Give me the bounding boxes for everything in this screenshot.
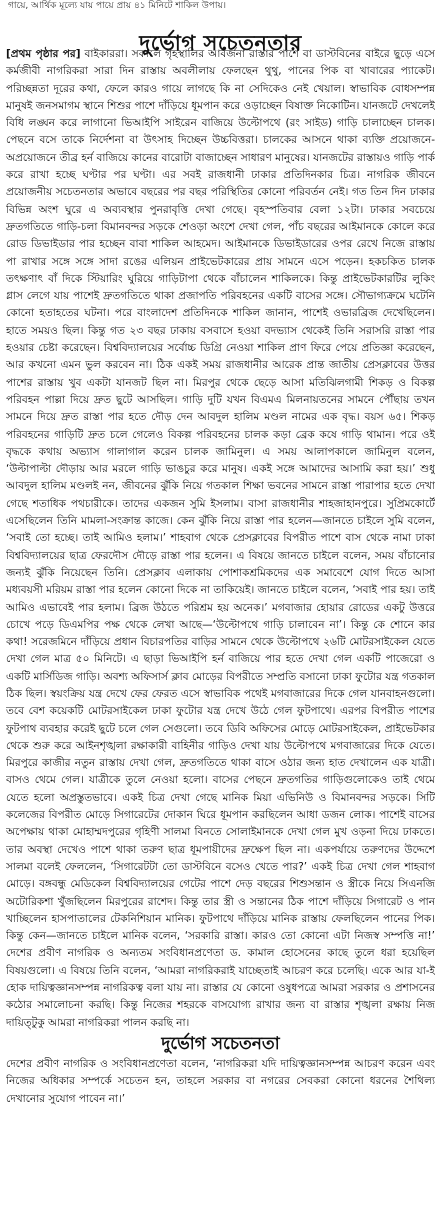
article-headline: দুর্ভোগ সচেতনতার <box>139 30 302 56</box>
continued-from-tag: [প্রথম পৃষ্ঠার পর] <box>6 48 81 60</box>
article-body <box>6 46 435 1220</box>
article-closing-paragraph: দেশের প্রবীণ নাগরিক ও সংবিধানপ্রণেতা বলেন, ‘নাগরিকরা যদি দায়িত্বজ্ঞানসম্পন্ন আচরণ করেন এবং নিজের অধিকার সম্পর্কে সচেতন হন, তাহলে সরকার বা নগরের সেবকরা কোনো ধরনের শৈথিল্য দেখানোর সুযোগ পাবেন না।’ <box>6 1057 435 1105</box>
article-subheading: দুর্ভোগ সচেতনতা <box>161 1033 280 1054</box>
article-lead-text: বাইকাররা। সকালে গৃহস্থালির আবর্জনা রাস্তার পাশে বা ডাস্টবিনের বাইরে ছুড়ে এসে কর্মজীবী নাগরিকরা সারা দিন রাস্তায় অবলীলায় ফেলছেন থুথু, পানের পিক বা খাবারের প্যাকেট। পরিচ্ছন্নতা দূরের কথা, ফেলে কারও গায়ে লাগছে কি না সেদিকেও নেই খেয়াল। স্বাভাবিক বোধসম্পন্ন মানুষই জনসমাগম স্থানে শিশুর পাশে দাঁড়িয়ে ধূমপান করে ওড়াচ্ছেন বিষাক্ত নিকোটিন। যানজটে দেখলেই বিধি লঙ্ঘন করে লাগানো ভিআইপি সাইরেন বাজিয়ে উল্টোপথে (রং সাইড) গাড়ি চালাচ্ছেন চালক। পেছনে বসে তাকে নির্দেশনা বা উৎসাহ দিচ্ছেন উচ্চবিত্তরা। চালকের আসনে থাকা ব্যক্তি প্রয়োজনে-অপ্রয়োজনে তীব্র হর্ন বাজিয়ে কানের বারোটা বাজাচ্ছেন সাধারণ মানুষের। যানজটের রাস্তায়ও গাড়ি পার্ক করে রাখা হচ্ছে ঘণ্টার পর ঘণ্টা। এর সবই রাজধানী ঢাকার প্রতিদিনকার চিত্র। নাগরিক জীবনে প্রয়োজনীয় সচেতনতার অভাবে বছরের পর বছর পরিস্থিতির কোনো পরিবর্তন নেই। গত তিন দিন ঢাকার বিভিন্ন অংশ ঘুরে এ অব্যবস্থার পুনরাবৃত্তি দেখা গেছে। বৃহস্পতিবার বেলা ১২টা। ঢাকার সবচেয়ে দ্রুতগতিতে গাড়ি-চলা বিমানবন্দর সড়কে শেওড়া অংশে দেখা গেল, পাঁচ বছরের আইমানকে কোলে করে রোড ডিভাইডার পার হচ্ছেন বাবা শাকিল আহমেদ। আইমানকে ডিভাইডারের ওপর রেখে নিজে রাস্তায় পা রাখার সঙ্গে সঙ্গে সাদা রঙের এলিয়ন প্রাইভেটকারের প্রায় সামনে এসে পড়েন। হকচকিত চালক তৎক্ষণাৎ বাঁ দিকে স্টিয়ারিং ঘুরিয়ে গাড়িটাপা থেকে বাঁচালেন শাকিলকে। কিন্তু প্রাইভেটকারটির লুকিং গ্লাস লেগে যায় পাশেই দ্রুতগতিতে থাকা প্রজাপতি পরিবহনের একটি বাসের সঙ্গে। সৌভাগ্যক্রমে ঘটেনি কোনো হতাহতের ঘটনা। পরে বাংলাদেশ প্রতিদিনকে শাকিল জানান, পাশেই ওভারব্রিজ দেখেছিলেন। হাতে সময়ও ছিল। কিন্তু গত ২৩ বছর ঢাকায় বসবাসে হওয়া বদভ্যাস থেকেই তিনি সরাসরি রাস্তা পার হওয়ার চেষ্টা করেছেন। বিশ্ববিদ্যালয়ের সর্বোচ্চ ডিগ্রি নেওয়া শাকিল প্রাণ ফিরে পেয়ে প্রতিজ্ঞা করেছেন, আর কখনো এমন ভুল করবেন না। ঠিক একই সময় রাজধানীর আরেক প্রান্ত জাতীয় প্রেসক্লাবের উত্তর পাশের রাস্তায় খুব একটা যানজট ছিল না। মিরপুর থেকে ছেড়ে আসা মতিঝিলগামী শিকড় ও বিকল্প পরিবহন পাল্লা দিয়ে দ্রুত ছুটে আসছিল। গাড়ি দুটি যখন বিএমএ মিলনায়তনের সামনে পৌঁছায় তখন সামনে দিয়ে দ্রুত রাস্তা পার হতে দৌড় দেন আবদুল হালিম মণ্ডল নামের এক বৃদ্ধ। বয়স ৬৫। শিকড় পরিবহনের গাড়িটি দ্রুত চলে গেলেও বিকল্প পরিবহনের চালক কড়া ব্রেক কষে গাড়ি থামান। পরে ওই বৃদ্ধকে কথায় অভ্যাস গালাগাল করেন চালক জামিনুল। এ সময় আলাপকালে জামিনুল বলেন, ‘উল্টাপাল্টা দৌড়ায় আর মরলে গাড়ি ভাঙচুর করে মানুষ। একই সঙ্গে আমাদের আসামি করা হয়।’ শুধু আবদুল হালিম মণ্ডলই নন, জীবনের ঝুঁকি নিয়ে গতকাল শিক্ষা ভবনের সামনে রাস্তা পারাপার হতে দেখা গেছে শতাধিক পথচারীকে। তাদের একজন সুমি ইসলাম। বাসা রাজধানীর শাহজাহানপুরে। সুপ্রিমকোর্টে এসেছিলেন তিনি মামলা-সংক্রান্ত কাজে। কেন ঝুঁকি নিয়ে রাস্তা পার হলেন—জানতে চাইলে সুমি বলেন, ‘সবাই তো হচ্ছে। তাই আমিও হলাম।’ শাহবাগ থেকে প্রেসক্লাবের বিপরীত পাশে বাস থেকে নামা ঢাকা বিশ্ববিদ্যালয়ের ছাত্র ফেরদৌস দৌড়ে রাস্তা পার হলেন। এ বিষয়ে জানতে চাইলে বলেন, সময় বাঁচানোর জন্যই ঝুঁকি নিয়েছেন তিনি। প্রেসক্লাব এলাকায় পোশাকশ্রমিকদের এক সমাবেশে যোগ দিতে আসা মধ্যবয়সী মরিয়ম রাস্তা পার হলেন কোনো দিকে না তাকিয়েই। জানতে চাইলে বলেন, ‘সবাই পার হয়। তাই আমিও এভাবেই পার হলাম। ব্রিজ উঠতে পরিশ্রম হয় অনেক।’ মগবাজার হোয়ার রোডের একটু উত্তরে চোখে পড়ে ডিএমপির পক্ষ থেকে লেখা আছে—‘উল্টোপথে গাড়ি চালাবেন না’। কিন্তু কে শোনে কার কথা! সরেজমিনে দাঁড়িয়ে প্রধান বিচারপতির বাড়ির সামনে থেকে উল্টোপথে ২৬টি মোটরসাইকেল যেতে দেখা গেল মাত্র ৫০ মিনিটে। এ ছাড়া ভিআইপি হর্ন বাজিয়ে পার হতে দেখা গেল একটি পাজেরো ও একটি মার্সিডিজ গাড়ি। অবশ্য অফিসার্স ক্লাব মোড়ের বিপরীতে সম্প্রতি বসানো ঢাকা ফুটোর যন্ত্র গতকাল ঠিক ছিল। স্বয়ংক্রিয় যন্ত্র দেখে ফের ফেরত এসে স্বাভাবিক পথেই মগবাজারের দিকে গেল যানবাহনগুলো। তবে বেশ কয়েকটি মোটরসাইকেল ঢাকা ফুটোর যন্ত্র দেখে উঠে গেল ফুটপাথে। এরপর বিপরীত পাশের ফুটপাথ ব্যবহার করেই ছুটে চলে গেল সেগুলো। তবে ডিবি অফিসের মোড়ে মোটরসাইকেল, প্রাইভেটকার থেকে শুরু করে আইনশৃঙ্খলা রক্ষাকারী বাহিনীর গাড়িও দেখা যায় উল্টোপথে মগবাজারের দিকে যেতে। মিরপুরে কাজীর নতুন রাস্তায় দেখা গেল, দ্রুতগতিতে থাকা বাসে ওঠার জন্য হাত দেখালেন এক যাত্রী। বাসও থেমে গেল। যাত্রীকে তুলে নেওয়া হলো। বাসের পেছনে দ্রুতগতির গাড়িগুলোকেও তাই থেমে যেতে হলো অপ্রস্তুতভাবে। একই চিত্র দেখা গেছে মানিক মিয়া এভিনিউ ও বিমানবন্দর সড়কে। সিটি কলেজের বিপরীত মোড়ে সিগারেটের দোকান ঘিরে ধূমপান করছিলেন আধা ডজন লোক। পাশেই বাসের অপেক্ষায় থাকা মোহাম্মদপুরের গৃহিণী সালমা বিনতে সোলাইমানকে দেখা গেল মুখ ওড়না দিয়ে ঢাকতে। তার অবস্থা দেখেও পাশে থাকা তরুণ ছাত্র ধূমপায়ীদের দ্রুক্ষেপ ছিল না। একপর্যায়ে তরুণদের উদ্দেশে সালমা বলেই ফেললেন, ‘সিগারেটটা তো ডাস্টবিনে বসেও খেতে পার?’ একই চিত্র দেখা গেল শাহবাগ মোড়ে। বঙ্গবন্ধু মেডিকেল বিশ্ববিদ্যালয়ের গেটের পাশে দেড় বছরের শিশুসন্তান ও স্ত্রীকে নিয়ে সিএনজি অটোরিকশা খুঁজছিলেন মিরপুরের রাশেদ। কিন্তু তার স্ত্রী ও সন্তানের ঠিক পাশে দাঁড়িয়ে সিগারেট ও পান খাচ্ছিলেন হাসপাতালের টেকনিশিয়ান মানিক। ফুটপাথে দাঁড়িয়ে মানিক রাস্তায় ফেলছিলেন পানের পিক। কিন্তু কেন—জানতে চাইলে মানিক বলেন, ‘সরকারি রাস্তা। কারও তো কোনো এটা নিজস্ব সম্পত্তি না!’ দেশের প্রবীণ নাগরিক ও অন্যতম সংবিধানপ্রণেতা ড. কামাল হোসেনের কাছে তুলে ধরা হয়েছিল বিষয়গুলো। এ বিষয়ে তিনি বলেন, ‘আমরা নাগরিকরাই যাচ্ছেতাই আচরণ করে চলেছি। একে আর যা-ই হোক দায়িত্বজ্ঞানসম্পন্ন নাগরিকত্ব বলা যায় না। রাস্তার যে কোনো ওষুধপত্রে আমরা সরকার ও প্রশাসনের কঠোর সমালোচনা করছি। কিন্তু নিজের শহরকে বাসযোগ্য রাখার জন্য বা রাস্তার শৃঙ্খলা রক্ষায় নিজ দায়িত্টুকু আমরা নাগরিকরা পালন করছি না। <box>6 48 435 1029</box>
article-paragraph <box>6 46 435 1032</box>
previous-column-fragment: গায়ে, আর্থিক মূল্যে যায় পায়ে প্রায় ৪১ মিনিটে শাকিল উপায়। <box>8 1 227 11</box>
